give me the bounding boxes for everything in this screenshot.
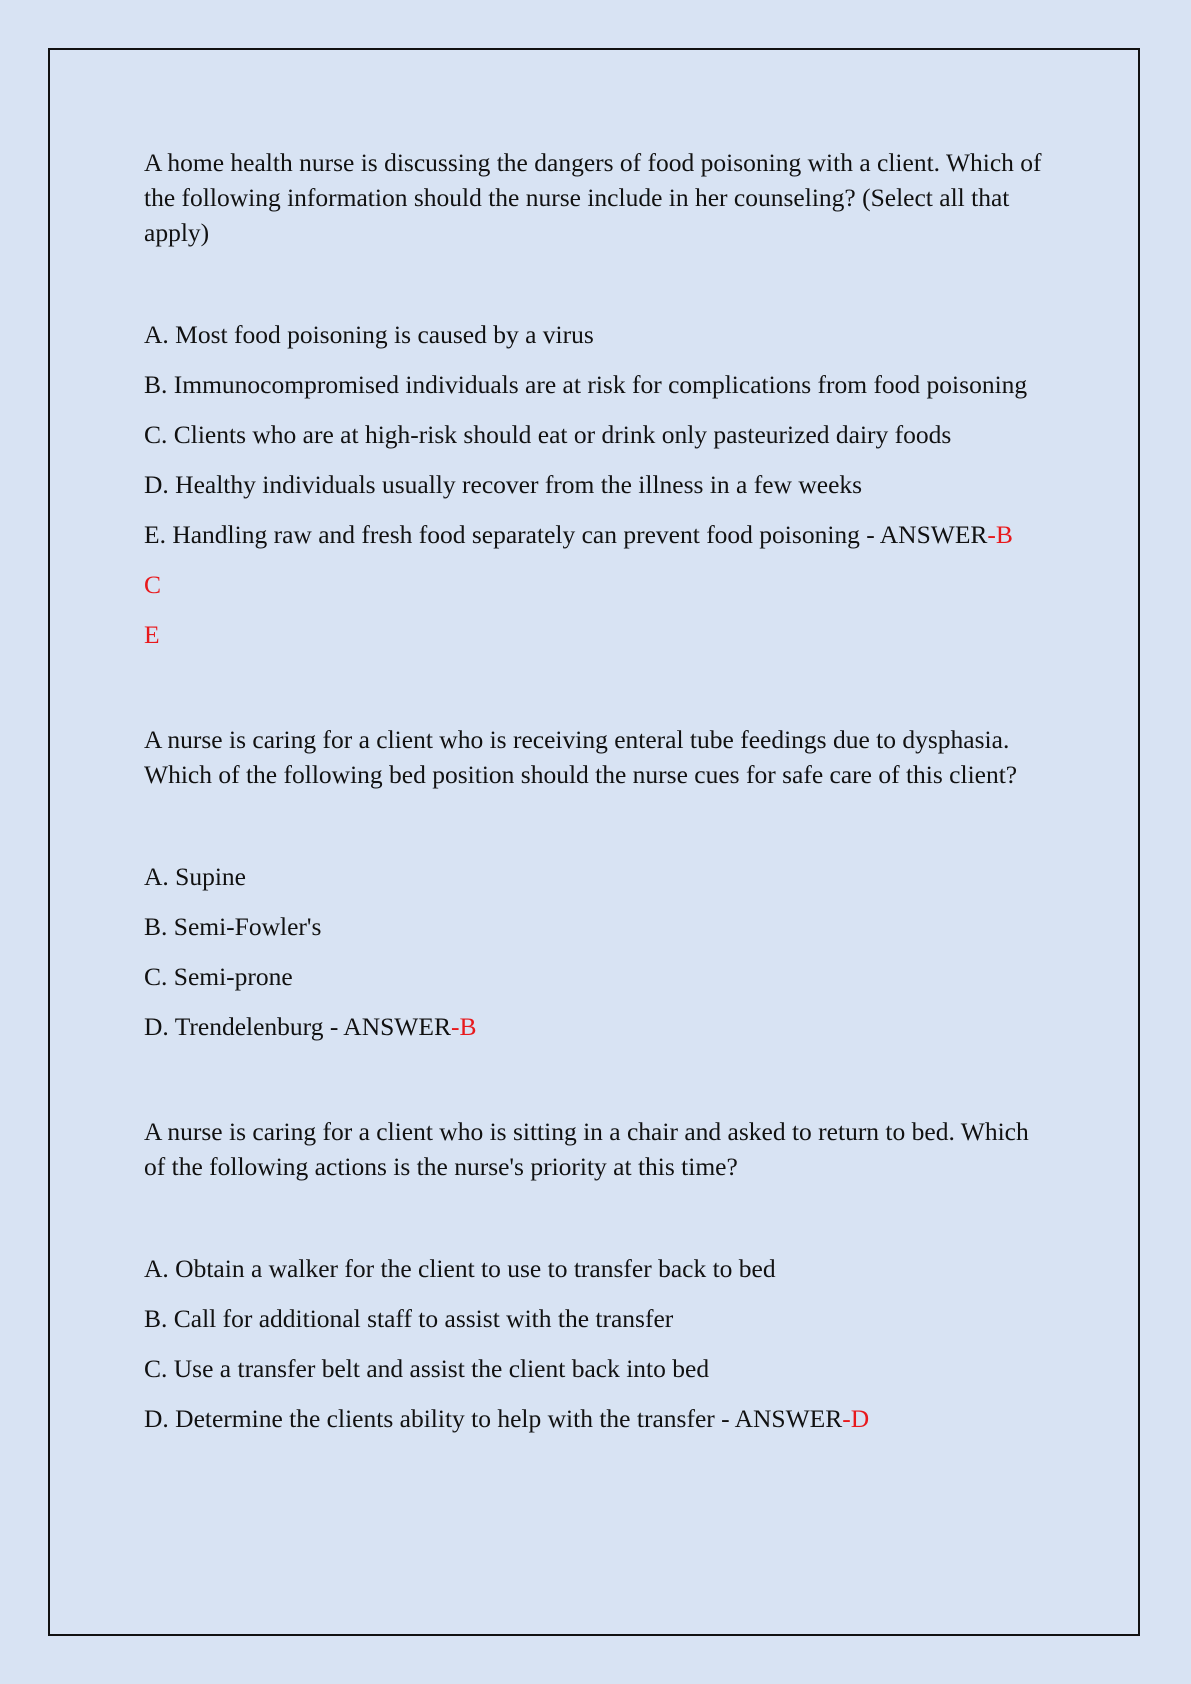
question-2-option-d-text: D. Trendelenburg - ANSWER <box>144 1012 451 1041</box>
question-2-option-a: A. Supine <box>144 862 246 891</box>
question-3-answer-marker: -D <box>842 1404 870 1433</box>
question-1-option-d: D. Healthy individuals usually recover from the illness in a few weeks <box>144 470 863 499</box>
question-2-options <box>144 859 1044 1044</box>
question-1-option-e <box>144 517 1044 552</box>
question-3-options <box>144 1251 1044 1436</box>
question-1-option-a: A. Most food poisoning is caused by a virus <box>144 320 594 349</box>
question-3-stem: A nurse is caring for a client who is sitting in a chair and asked to return to bed. Which of the following actions is the nurse's priority at this time? <box>144 1117 1029 1181</box>
question-2-option-d <box>144 1009 1044 1044</box>
document-content <box>144 145 1044 1451</box>
question-3-option-d <box>144 1401 1044 1436</box>
question-1-extra-answer-c: C <box>144 570 162 599</box>
question-3-option-b: B. Call for additional staff to assist with the transfer <box>144 1304 674 1333</box>
question-2-option-b: B. Semi-Fowler's <box>144 912 322 941</box>
question-1-extra-answer-e: E <box>144 620 160 649</box>
question-1-answer-marker: -B <box>987 520 1013 549</box>
question-3-option-a: A. Obtain a walker for the client to use to transfer back to bed <box>144 1254 776 1283</box>
question-2 <box>144 722 1044 1044</box>
question-1-stem: A home health nurse is discussing the dangers of food poisoning with a client. Which of the following information should the nurse include in her counseling? (Select all that apply) <box>144 148 1042 247</box>
question-2-stem: A nurse is caring for a client who is receiving enteral tube feedings due to dysphasia. Which of the following bed position should the nurse cues for safe care of this client? <box>144 725 1018 789</box>
question-3 <box>144 1114 1044 1436</box>
question-1-option-c: C. Clients who are at high-risk should eat or drink only pasteurized dairy foods <box>144 420 952 449</box>
question-2-answer-marker: -B <box>450 1012 477 1041</box>
question-1-option-e-text: E. Handling raw and fresh food separately can prevent food poisoning - ANSWER <box>144 520 988 549</box>
question-1 <box>144 145 1044 652</box>
question-1-options <box>144 317 1044 552</box>
question-3-option-d-text: D. Determine the clients ability to help with the transfer - ANSWER <box>144 1404 843 1433</box>
question-3-option-c: C. Use a transfer belt and assist the client back into bed <box>144 1354 710 1383</box>
question-2-option-c: C. Semi-prone <box>144 962 293 991</box>
question-1-option-b: B. Immunocompromised individuals are at risk for complications from food poisoning <box>144 370 1028 399</box>
